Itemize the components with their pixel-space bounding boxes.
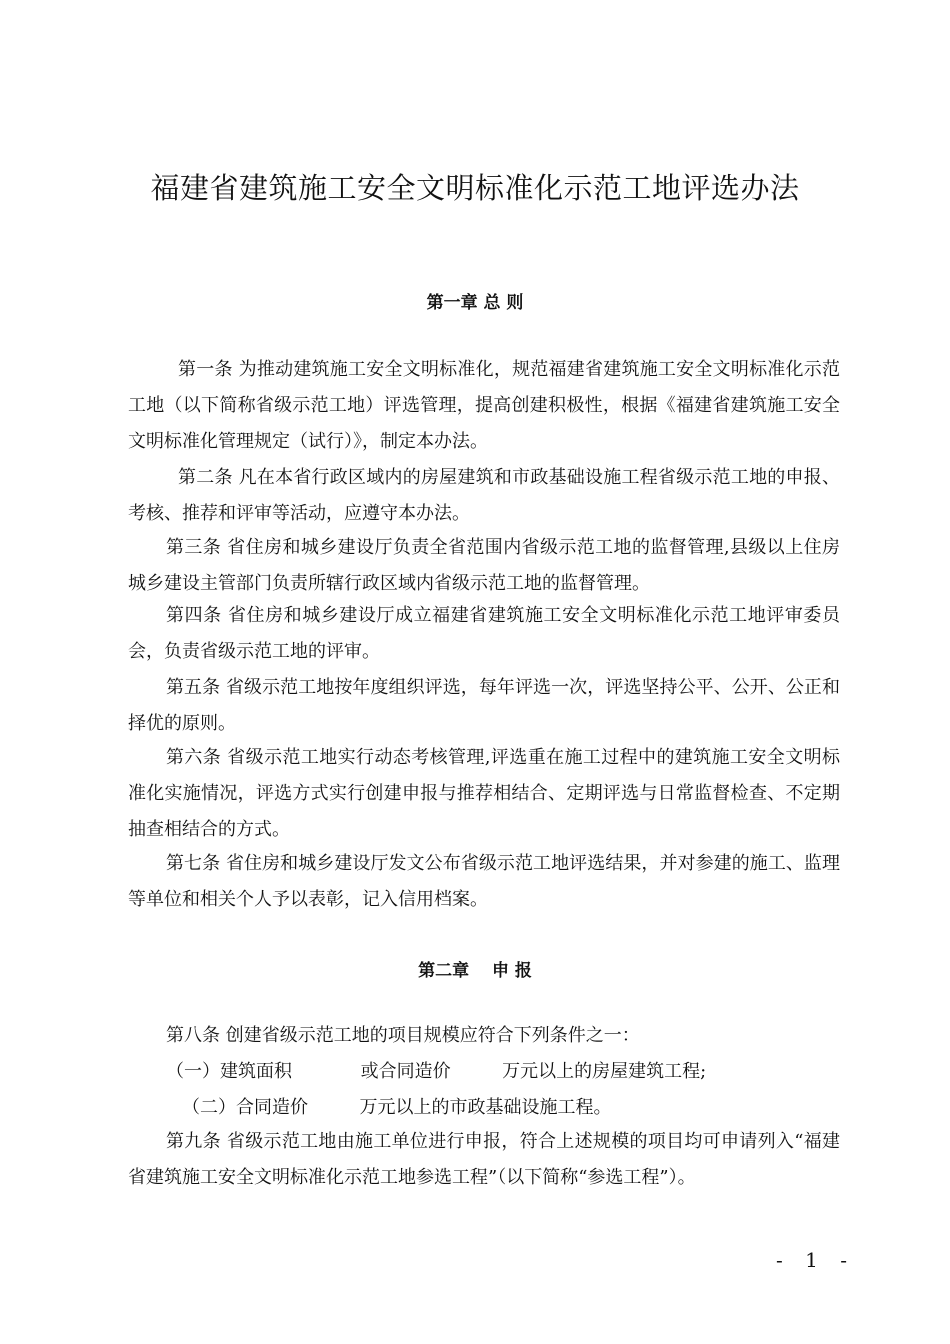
article-4: 第四条 省住房和城乡建设厅成立福建省建筑施工安全文明标准化示范工地评审委员会，负责省级示范工地的评审。 (128, 605, 840, 662)
article-6: 第六条 省级示范工地实行动态考核管理,评选重在施工过程中的建筑施工安全文明标准化实施情况，评选方式实行创建申报与推荐相结合、定期评选与日常监督检查、不定期抽查相结合的方式。 (128, 747, 840, 840)
article-9: 第九条 省级示范工地由施工单位进行申报，符合上述规模的项目均可申请列入“福建省建筑施工安全文明标准化示范工地参选工程”（以下简称“参选工程”）。 (128, 1131, 840, 1188)
article-8: 第八条 创建省级示范工地的项目规模应符合下列条件之一： (166, 1025, 640, 1046)
chapter-heading-1: 第一章 总 则 (426, 293, 524, 313)
condition-item-1: （一）建筑面积 或合同造价 万元以上的房屋建筑工程; (166, 1061, 707, 1082)
article-3: 第三条 省住房和城乡建设厅负责全省范围内省级示范工地的监督管理,县级以上住房城乡建设主管部门负责所辖行政区域内省级示范工地的监督管理。 (128, 537, 840, 594)
chapter-heading-2: 第二章 申 报 (418, 961, 532, 981)
article-5: 第五条 省级示范工地按年度组织评选，每年评选一次，评选坚持公平、公开、公正和择优的原则。 (128, 677, 840, 734)
condition-item-2: （二）合同造价 万元以上的市政基础设施工程。 (182, 1097, 612, 1118)
document-title: 福建省建筑施工安全文明标准化示范工地评选办法 (150, 171, 800, 205)
article-7: 第七条 省住房和城乡建设厅发文公布省级示范工地评选结果，并对参建的施工、监理等单位和相关个人予以表彰，记入信用档案。 (128, 853, 840, 910)
page-number: - 1 - (776, 1248, 855, 1272)
article-2: 第二条 凡在本省行政区域内的房屋建筑和市政基础设施工程省级示范工地的申报、考核、推荐和评审等活动，应遵守本办法。 (128, 467, 840, 524)
article-1: 第一条 为推动建筑施工安全文明标准化，规范福建省建筑施工安全文明标准化示范工地（以下简称省级示范工地）评选管理，提高创建积极性，根据《福建省建筑施工安全文明标准化管理规定（试行）》，制定本办法。 (128, 359, 840, 452)
